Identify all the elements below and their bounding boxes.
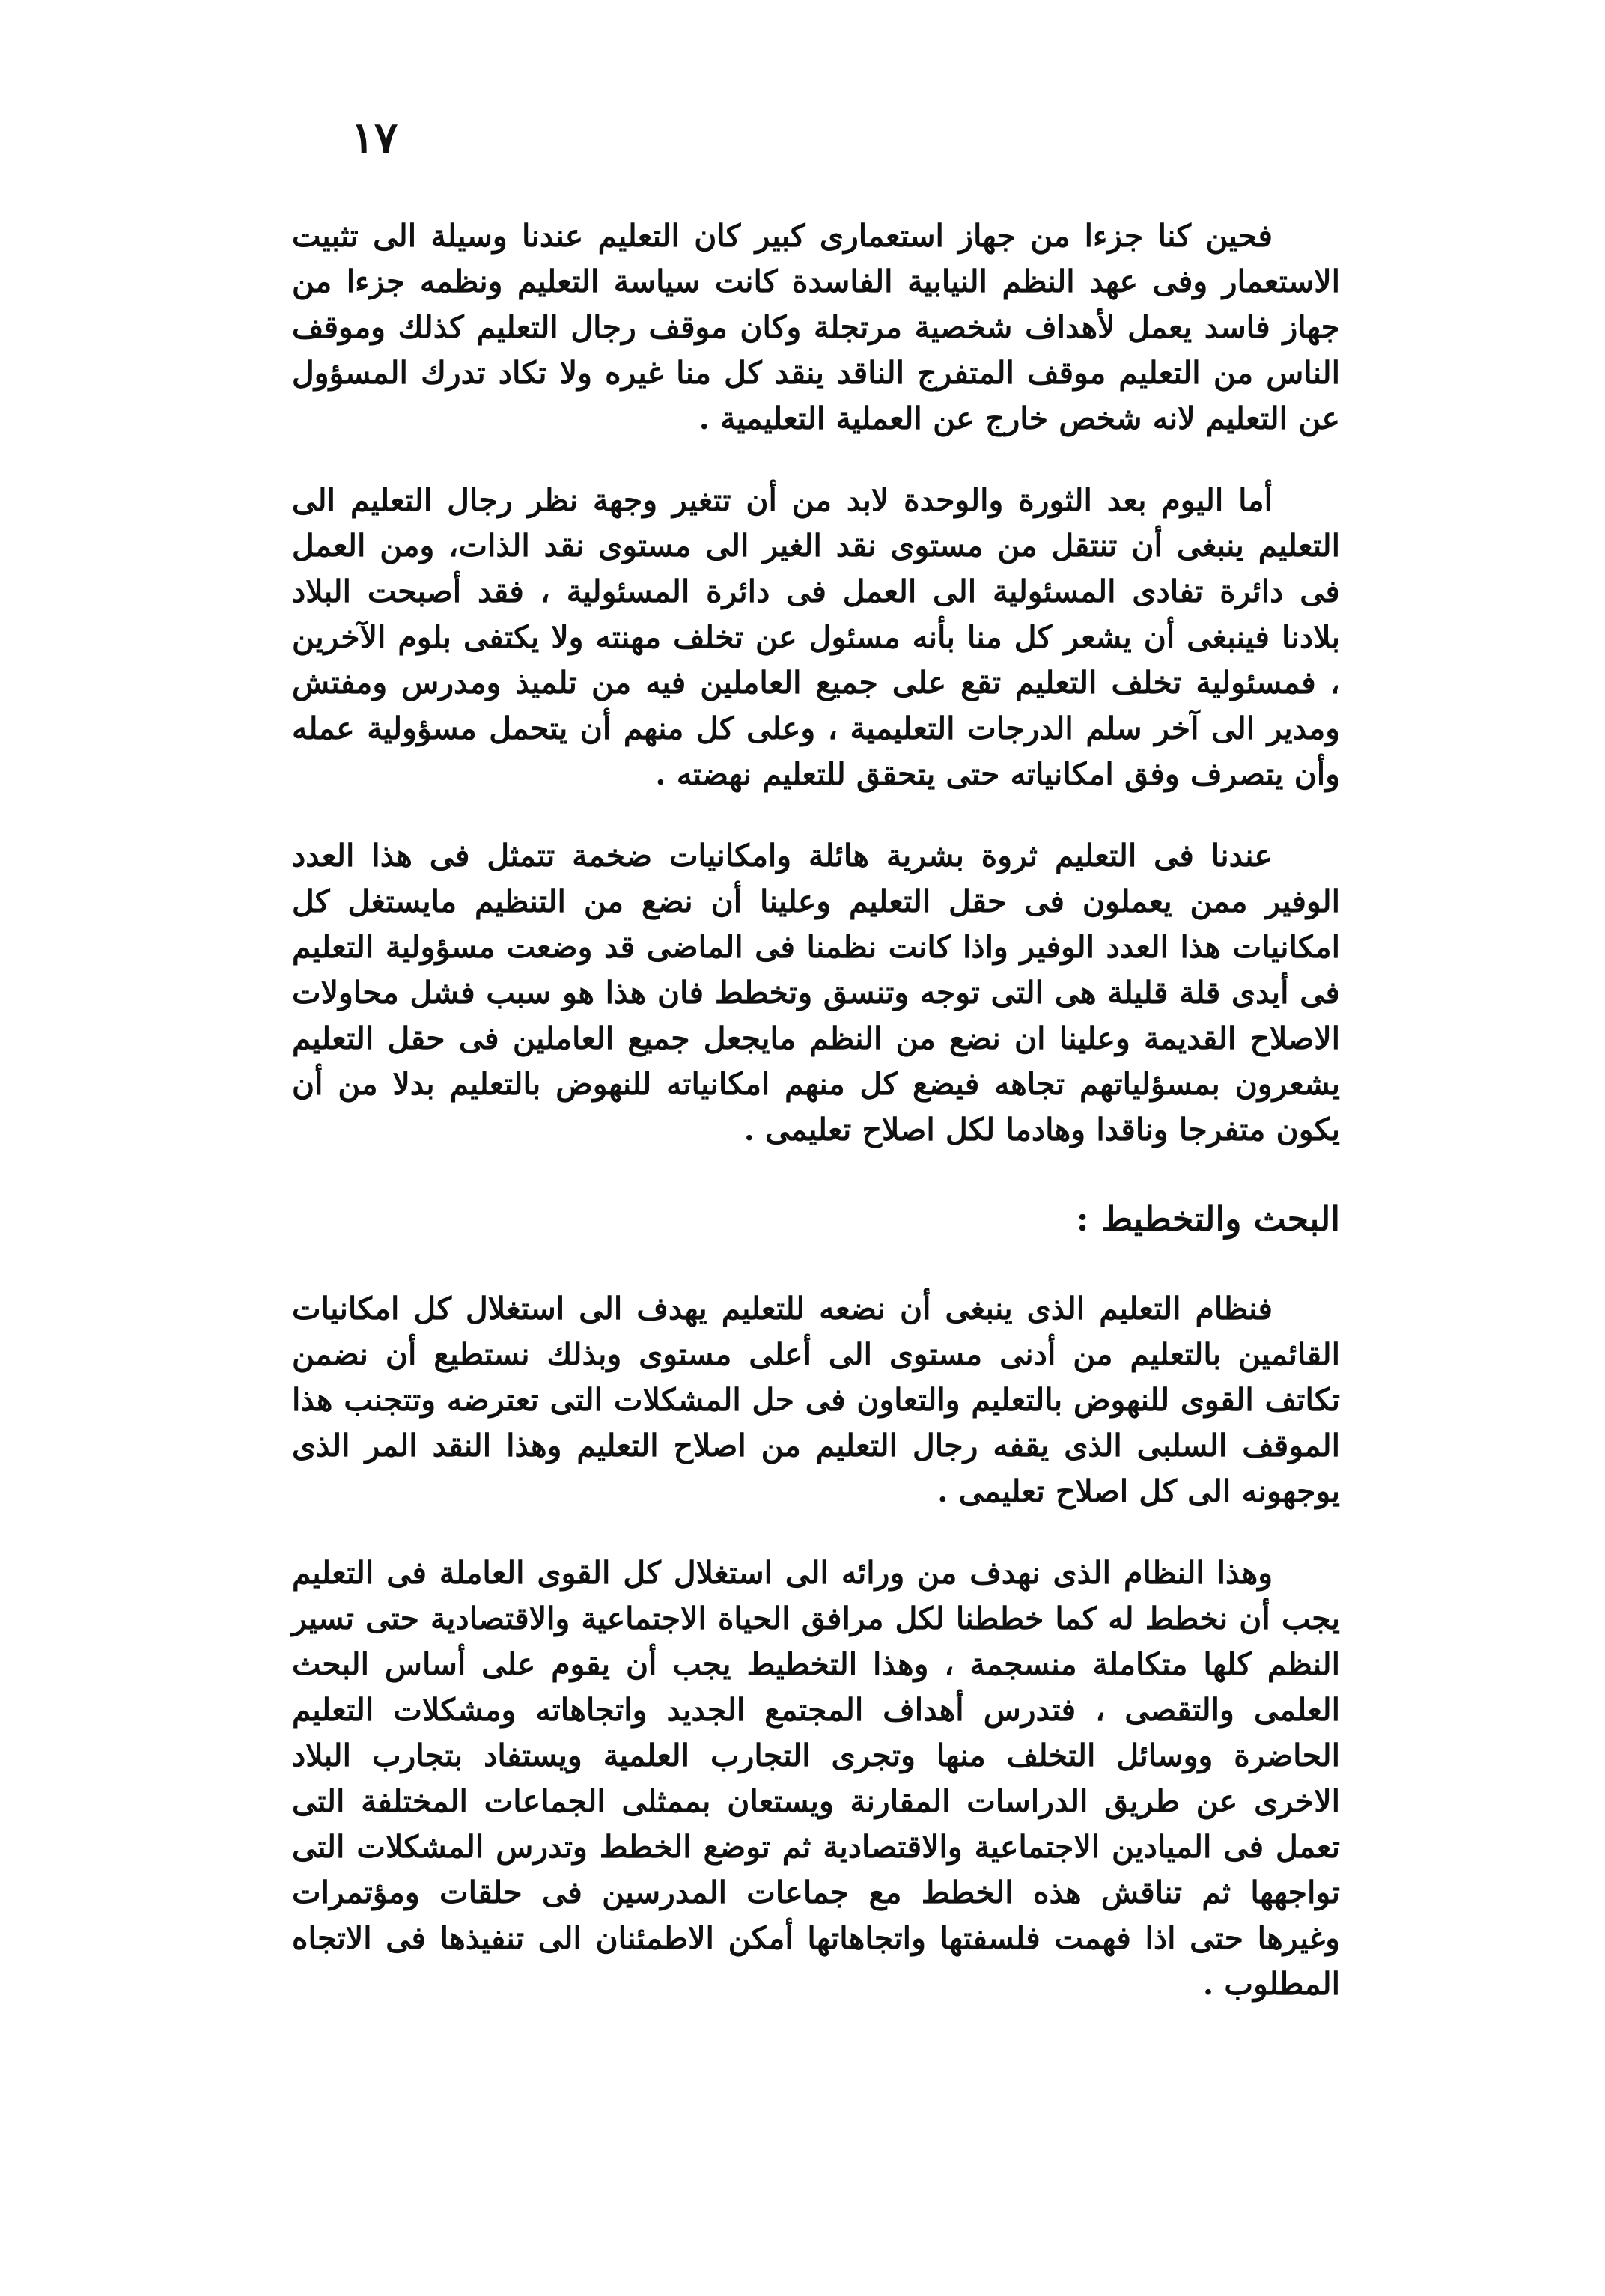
paragraph: وهذا النظام الذى نهدف من ورائه الى استغلال كل القوى العاملة فى التعليم يجب أن نخطط له كما خططنا لكل مرافق الحياة الاجتماعية والاقتصادية حتى تسير النظم كلها متكاملة منسجمة ، وهذا التخطيط يجب أن يقوم على أساس البحث العلمى والتقصى ، فتدرس أهداف المجتمع الجديد واتجاهاته ومشكلات التعليم الحاضرة ووسائل التخلف منها وتجرى التجارب العلمية ويستفاد بتجارب البلاد الاخرى عن طريق الدراسات المقارنة ويستعان بممثلى الجماعات المختلفة التى تعمل فى الميادين الاجتماعية والاقتصادية ثم توضع الخطط وتدرس المشكلات التى تواجهها ثم تناقش هذه الخطط مع جماعات المدرسين فى حلقات ومؤتمرات وغيرها حتى اذا فهمت فلسفتها واتجاهاتها أمكن الاطمئنان الى تنفيذها فى الاتجاه المطلوب .	[292, 1555, 1340, 2002]
page-body	[292, 213, 1340, 2007]
paragraph: فنظام التعليم الذى ينبغى أن نضعه للتعليم يهدف الى استغلال كل امكانيات القائمين بالتعليم من أدنى مستوى الى أعلى مستوى وبذلك نستطيع أن نضمن تكاتف القوى للنهوض بالتعليم والتعاون فى حل المشكلات التى تعترضه وتتجنب هذا الموقف السلبى الذى يقفه رجال التعليم من اصلاح التعليم وهذا النقد المر الذى يوجهونه الى كل اصلاح تعليمى .	[292, 1291, 1340, 1509]
paragraph: عندنا فى التعليم ثروة بشرية هائلة وامكانيات ضخمة تتمثل فى هذا العدد الوفير ممن يعملون فى حقل التعليم وعلينا أن نضع من التنظيم مايستغل كل امكانيات هذا العدد الوفير واذا كانت نظمنا فى الماضى قد وضعت مسؤولية التعليم فى أيدى قلة قليلة هى التى توجه وتنسق وتخطط فان هذا هو سبب فشل محاولات الاصلاح القديمة وعلينا ان نضع من النظم مايجعل جميع العاملين فى حقل التعليم يشعرون بمسؤلياتهم تجاهه فيضع كل منهم امكانياته للنهوض بالتعليم بدلا من أن يكون متفرجا وناقدا وهادما لكل اصلاح تعليمى .	[292, 838, 1340, 1148]
page-number: ١٧	[350, 112, 398, 163]
section-heading: البحث والتخطيط :	[1076, 1199, 1340, 1239]
paragraph: فحين كنا جزءا من جهاز استعمارى كبير كان التعليم عندنا وسيلة الى تثبيت الاستعمار وفى عهد النظم النيابية الفاسدة كانت سياسة التعليم ونظمه جزءا من جهاز فاسد يعمل لأهداف شخصية مرتجلة وكان موقف رجال التعليم كذلك وموقف الناس من التعليم موقف المتفرج الناقد ينقد كل منا غيره ولا تكاد تدرك المسؤول عن التعليم لانه شخص خارج عن العملية التعليمية .	[292, 218, 1340, 436]
paragraph: أما اليوم بعد الثورة والوحدة لابد من أن تتغير وجهة نظر رجال التعليم الى التعليم ينبغى أن تنتقل من مستوى نقد الغير الى مستوى نقد الذات، ومن العمل فى دائرة تفادى المسئولية الى العمل فى دائرة المسئولية ، فقد أصبحت البلاد بلادنا فينبغى أن يشعر كل منا بأنه مسئول عن تخلف مهنته ولا يكتفى بلوم الآخرين ، فمسئولية تخلف التعليم تقع على جميع العاملين فيه من تلميذ ومدرس ومفتش ومدير الى آخر سلم الدرجات التعليمية ، وعلى كل منهم أن يتحمل مسؤولية عمله وأن يتصرف وفق امكانياته حتى يتحقق للتعليم نهضته .	[292, 482, 1340, 792]
